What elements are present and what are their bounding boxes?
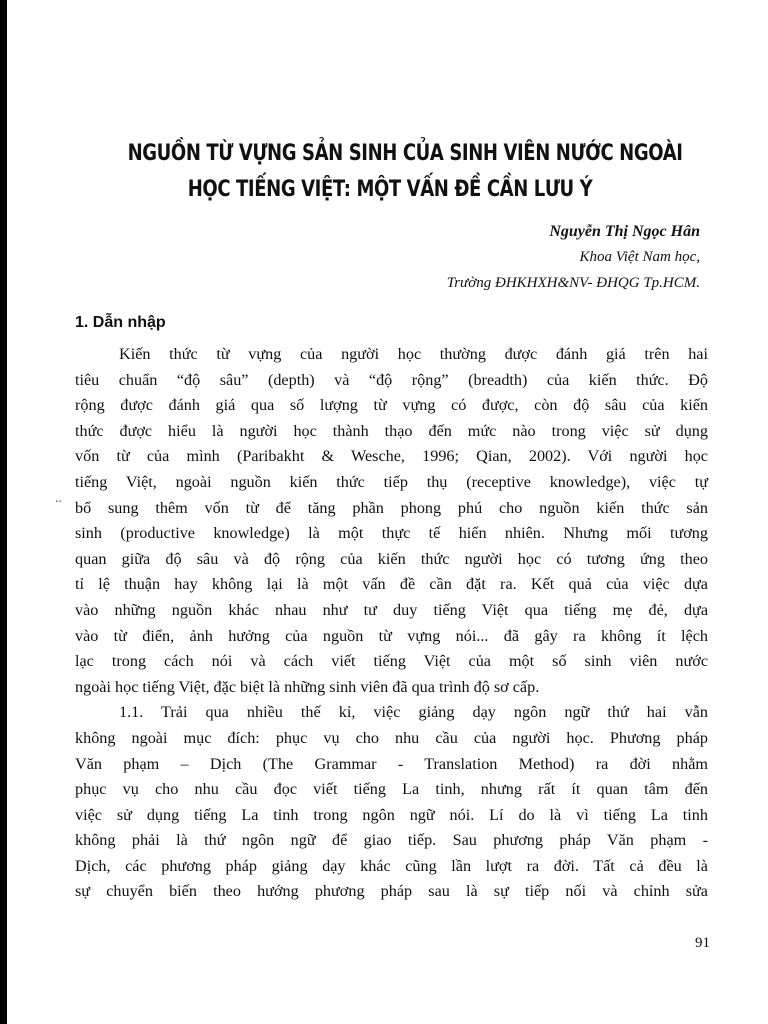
page-number: 91 (695, 935, 710, 951)
text-line: việc sử dụng tiếng La tinh trong ngôn ngữ nói. Lí do là vì tiếng La tinh (75, 805, 708, 824)
text-line: Văn phạm – Dịch (The Grammar - Translation Method) ra đời nhằm (75, 754, 708, 773)
text-line: vốn từ của mình (Paribakht & Wesche, 1996; Qian, 2002). Với người học (75, 447, 708, 466)
paragraph-intro (75, 342, 708, 700)
text-line: vào những nguồn khác nhau như tư duy tiếng Việt qua tiếng mẹ đẻ, dựa (75, 600, 708, 619)
text-line: ngoài học tiếng Việt, đặc biệt là những sinh viên đã qua trình độ sơ cấp. (75, 677, 540, 696)
text-line: tỉ lệ thuận hay không lại là một vấn đề cần đặt ra. Kết quả của việc dựa (75, 575, 708, 594)
body-text (75, 342, 708, 905)
text-line: không phải là thứ ngôn ngữ để giao tiếp. Sau phương pháp Văn phạm - (75, 831, 708, 850)
paragraph-1-1 (75, 700, 708, 905)
author-block (447, 220, 700, 296)
section-heading: 1. Dẫn nhập (75, 314, 166, 331)
text-line: phục vụ cho nhu cầu đọc viết tiếng La tinh, nhưng rất ít quan tâm đến (75, 780, 708, 799)
text-line: bổ sung thêm vốn từ để tăng phần phong phú cho nguồn kiến thức sản (75, 498, 708, 517)
text-line: rộng được đánh giá qua số lượng từ vựng có được, còn độ sâu của kiến (75, 396, 708, 415)
text-line: thức được hiểu là người học thành thạo đến mức nào trong việc sử dụng (75, 421, 708, 440)
article-title (127, 136, 683, 208)
text-line: Dịch, các phương pháp giảng dạy khác cũng lần lượt ra đời. Tất cả đều là (75, 856, 708, 875)
author-name: Nguyễn Thị Ngọc Hân (549, 223, 700, 240)
text-line: sinh (productive knowledge) là một thực tế hiển nhiên. Nhưng mối tương (75, 524, 708, 543)
author-affiliation-1: Khoa Việt Nam học, (579, 249, 700, 265)
text-line: quan giữa độ sâu và độ rộng của kiến thức người học có tương ứng theo (75, 549, 708, 568)
text-line: Kiến thức từ vựng của người học thường được đánh giá trên hai (119, 345, 708, 363)
title-line-2: HỌC TIẾNG VIỆT: MỘT VẤN ĐỀ CẦN LƯU Ý (187, 177, 593, 202)
scan-edge (0, 0, 7, 1024)
text-line: không ngoài mục đích: phục vụ cho nhu cầu của người học. Phương pháp (75, 728, 708, 747)
text-line: lạc trong cách nói và cách viết tiếng Việt của một số sinh viên nước (75, 652, 708, 671)
text-line: vào từ điển, ảnh hưởng của nguồn từ vựng nói... đã gây ra không ít lệch (75, 626, 708, 645)
text-line: sự chuyển biến theo hướng phương pháp sau là sự tiếp nối và chỉnh sửa (75, 882, 708, 901)
title-line-1: NGUỒN TỪ VỰNG SẢN SINH CỦA SINH VIÊN NƯỚC NGOÀI (127, 141, 683, 166)
text-line: tiêu chuẩn “độ sâu” (depth) và “độ rộng” (breadth) của kiến thức. Độ (75, 370, 708, 389)
text-line: tiếng Việt, ngoài nguồn kiến thức tiếp thụ (receptive knowledge), việc tự (75, 472, 708, 491)
text-line: 1.1. Trải qua nhiều thế kỉ, việc giảng dạy ngôn ngữ thứ hai vẫn (119, 703, 708, 722)
margin-mark: .. (55, 491, 62, 506)
author-affiliation-2: Trường ĐHKHXH&NV- ĐHQG Tp.HCM. (446, 275, 700, 291)
